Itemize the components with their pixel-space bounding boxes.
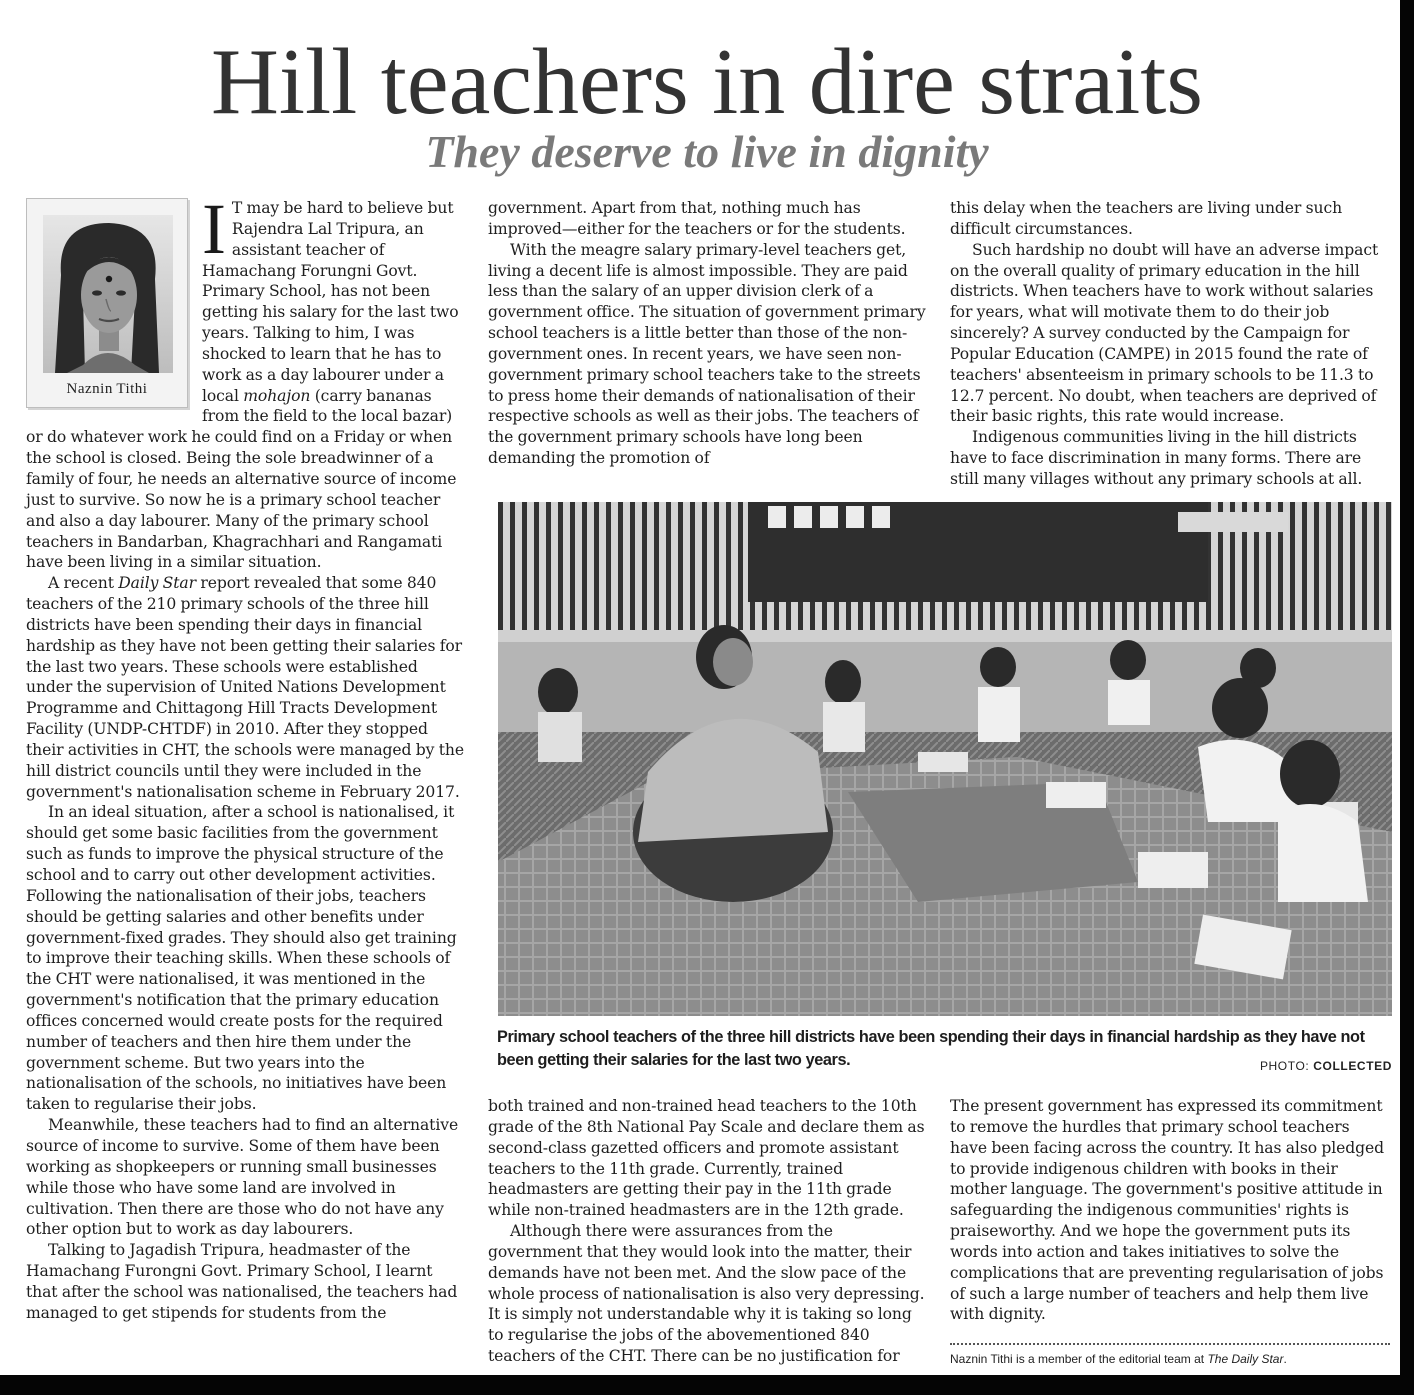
paragraph: Although there were assurances from the government that they would look into the matter, their demands have not been met. And the slow pace of the whole process of nationalisation is also very depressing. It is simply not understandable why it is taking so long to regularise the jobs of the abovementioned 840 teachers of the CHT. There can be no justification for — [488, 1222, 925, 1366]
paragraph: both trained and non-trained head teachers to the 10th grade of the 8th National Pay Scale and declare them as second-class gazetted officers and promote assistant teachers to the 11th grade. Currently, trained headmasters are getting their pay in the 11th grade while non-trained headmasters are in the 12th grade. — [488, 1097, 925, 1220]
photo-credit: PHOTO: COLLECTED — [1259, 1059, 1392, 1073]
paragraph: Such hardship no doubt will have an adverse impact on the overall quality of primary education in the hill districts. When teachers have to work without salaries for years, what will motivate them to do their job sincerely? A survey conducted by the Campaign for Popular Education (CAMPE) in 2015 found the rate of teachers' absenteeism in primary schools to be 11.3 to 12.7 percent. No doubt, when teachers are deprived of their basic rights, this rate would increase. — [950, 240, 1379, 426]
article-column-1 — [26, 189, 466, 1324]
paragraph: A recent Daily Star report revealed that some 840 teachers of the 210 primary schools of the three hill districts have been spending their days in financial hardship as they have not been getting their salaries for the last two years. These schools were established under the supervision of United Nations Development Programme and Chittagong Hill Tracts Development Facility (UNDP-CHTDF) in 2010. After they stopped their activities in CHT, the schools were managed by the hill district councils until they were included in the government's nationalisation scheme in February 2017. — [26, 574, 464, 801]
subheadline: They deserve to live in dignity — [425, 126, 989, 177]
paragraph: Talking to Jagadish Tripura, headmaster of the Hamachang Furongni Govt. Primary School, I learnt that after the school was nationalised, the teachers had managed to get stipends for students from the — [26, 1241, 458, 1322]
article-column-3 — [950, 198, 1390, 490]
divider — [950, 1343, 1390, 1345]
author-name: Naznin Tithi — [66, 381, 148, 397]
author-card — [26, 198, 188, 408]
page-border-bottom — [0, 1375, 1414, 1395]
drop-cap: I — [202, 189, 226, 269]
paragraph: Meanwhile, these teachers had to find an alternative source of income to survive. Some of them have been working as shopkeepers or running small businesses while those who have some land are involved in cultivation. Then there are those who do not have any other option but to work as day labourers. — [26, 1116, 459, 1239]
article-column-2-continued — [488, 1096, 930, 1367]
paragraph: Indigenous communities living in the hill districts have to face discrimination in many forms. There are still many villages without any primary schools at all. — [950, 428, 1363, 488]
paragraph: The present government has expressed its commitment to remove the hurdles that primary school teachers have been facing across the country. It has also pledged to provide indigenous children with books in their mother language. The government's positive attitude in safeguarding the indigenous communities' rights is praiseworthy. And we hope the government puts its words into action and takes initiatives to solve the complications that are preventing regularisation of jobs of such a large number of teachers and help them live with dignity. — [950, 1097, 1385, 1324]
author-photo — [43, 215, 173, 373]
paragraph: this delay when the teachers are living under such difficult circumstances. — [950, 199, 1343, 238]
paragraph: With the meagre salary primary-level teachers get, living a decent life is almost impossible. They are paid less than the salary of an upper division clerk of a government office. The situation of government primary school teachers is a little better than those of the non-government ones. In recent years, we have seen non-government primary school teachers take to the streets to press home their demands of nationalisation of their respective schools as well as their jobs. The teachers of the government primary schools have long been demanding the promotion of — [488, 240, 926, 468]
paragraph: I T may be hard to believe but Rajendra Lal Tripura, an assistant teacher of Hamachang Forungni Govt. Primary School, has not been getting his salary for the last two years. Talking to him, I was shocked to learn that he has to work as a day labourer under a local mohajon (carry bananas from the field to the local bazar) or do whatever work he could find on a Friday or when the school is closed. Being the sole breadwinner of a family of four, he needs an alternative source of income just to survive. So now he is a primary school teacher and also a day labourer. Many of the primary school teachers in Bandarban, Khagrachhari and Rangamati have been living in a similar situation. — [26, 189, 459, 572]
page-border-right — [1400, 0, 1414, 1395]
article-column-2 — [488, 198, 930, 469]
article-column-3-continued — [950, 1096, 1390, 1325]
paragraph: In an ideal situation, after a school is nationalised, it should get some basic facilities from the government such as funds to improve the physical structure of the school and to carry out other development activities. Following the nationalisation of their jobs, teachers should be getting salaries and other benefits under government-fixed grades. They should also get training to improve their teaching skills. When these schools of the CHT were nationalised, it was mentioned in the government's notification that the primary education offices concerned would create posts for the required number of teachers and then hire them under the government scheme. But two years into the nationalisation of the schools, no initiatives have been taken to regularise their jobs. — [26, 803, 457, 1114]
author-note: Naznin Tithi is a member of the editorial team at The Daily Star. — [950, 1352, 1287, 1366]
headline: Hill teachers in dire straits — [211, 30, 1203, 134]
paragraph: government. Apart from that, nothing much has improved—either for the teachers or for the students. — [488, 199, 906, 238]
photo-caption: Primary school teachers of the three hill districts have been spending their days in financial hardship as they have not been getting their salaries for the last two years. — [497, 1028, 1365, 1069]
classroom-photo — [498, 502, 1392, 1016]
